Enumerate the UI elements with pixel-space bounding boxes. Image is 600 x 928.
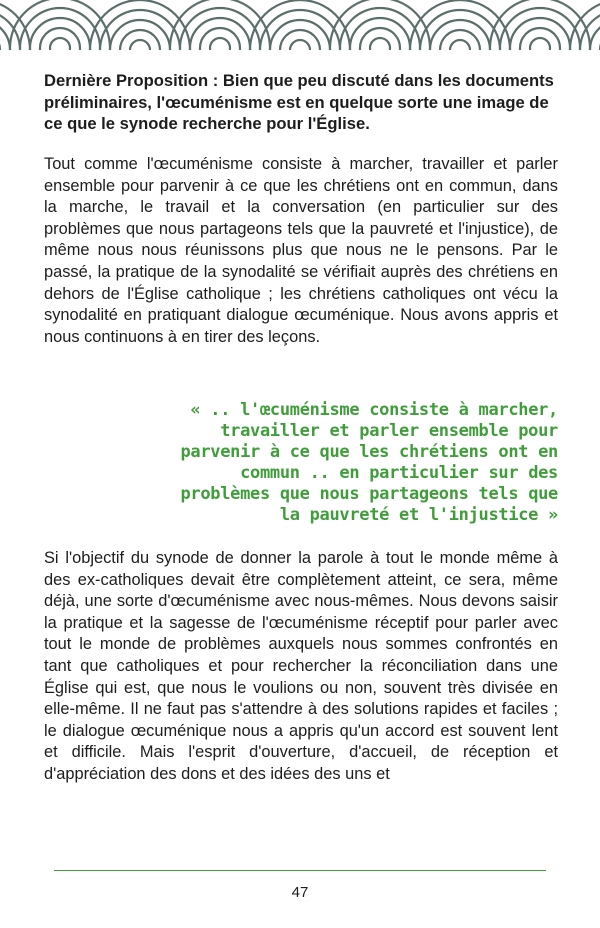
body-paragraph-1: Tout comme l'œcuménisme consiste à marcher, travailler et parler ensemble pour parvenir à ce que les chrétiens ont en commun, dans la marche, le travail et la conversation (en particulier sur des problèmes que nous partageons tels que la pauvreté et l'injustice), de même nous nous réunissons plus que nous ne le pensons. Par le passé, la pratique de la synodalité se vérifiait auprès des chrétiens en dehors de l'Église catholique ; les chrétiens catholiques ont vécu la synodalité en pratiquant dialogue œcuménique. Nous avons appris et nous continuons à en tirer des leçons. <box>44 155 558 346</box>
decorative-arcs-pattern <box>0 0 600 50</box>
section-heading: Dernière Proposition : Bien que peu discuté dans les documents préliminaires, l'œcuménisme est en quelque sorte une image de ce que le synode recherche pour l'Église. <box>44 71 554 133</box>
decorative-arc <box>0 20 10 50</box>
decorative-arc <box>110 20 170 50</box>
footer-divider <box>54 870 546 871</box>
pull-quote: « .. l'œcuménisme consiste à marcher, travailler et parler ensemble pour parvenir à ce que les chrétiens ont en commun .. en particulier sur des problèmes que nous partageons tels que la pauvreté et l'injustice » <box>180 400 558 525</box>
decorative-arc <box>290 40 310 50</box>
decorative-arc <box>350 18 410 50</box>
decorative-arc <box>450 40 470 50</box>
decorative-arc <box>270 20 330 50</box>
decorative-arc <box>30 18 90 50</box>
decorative-arc <box>590 20 600 50</box>
decorative-arc <box>370 38 390 50</box>
decorative-arc <box>430 20 490 50</box>
decorative-arc <box>210 38 230 50</box>
decorative-arc <box>530 38 550 50</box>
body-paragraph-2: Si l'objectif du synode de donner la parole à tout le monde même à des ex-catholiques devait être complètement atteint, ce sera, même déjà, une sorte d'œcuménisme avec nous-mêmes. Nous devons saisir la pratique et la sagesse de l'œcuménisme réceptif pour parler avec tout le monde de problèmes auxquels nous sommes confrontés en tant que catholiques et pour rechercher la réconciliation dans une Église qui est, que nous le voulions ou non, souvent très divisée en elle-même. Il ne faut pas s'attendre à des solutions rapides et faciles ; le dialogue œcuménique nous a appris qu'un accord est souvent lent et difficile. Mais l'esprit d'ouverture, d'accueil, de réception et d'appréciation des dons et des idées des uns et <box>44 549 558 783</box>
page-number: 47 <box>291 884 309 901</box>
decorative-arc <box>130 40 150 50</box>
decorative-arc <box>190 18 250 50</box>
decorative-arc <box>510 18 570 50</box>
decorative-arc <box>50 38 70 50</box>
